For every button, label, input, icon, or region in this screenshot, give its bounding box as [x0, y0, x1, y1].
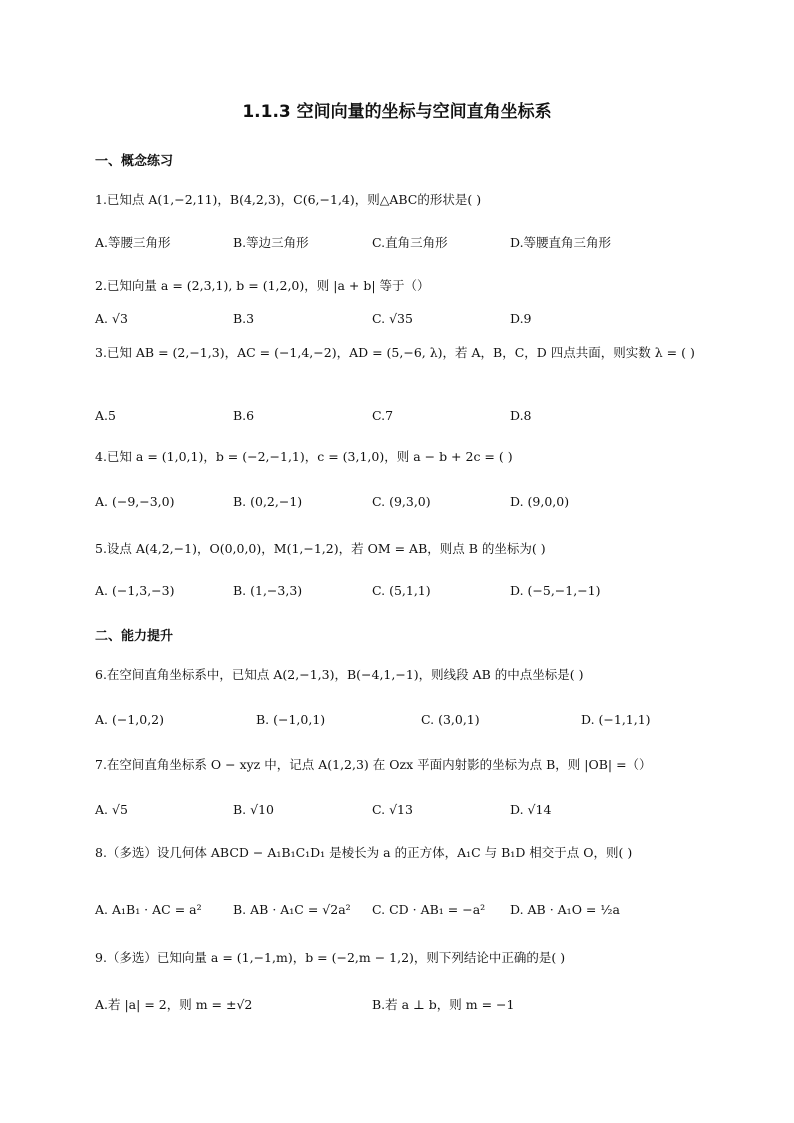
question-4-stem: 4.已知 a = (1,0,1)，b = (−2,−1,1)，c = (3,1,0)，则 a − b + 2c = ( )	[95, 449, 513, 464]
question-8-option-a: A. A₁B₁ · AC = a²	[95, 902, 202, 917]
question-8-options	[95, 900, 705, 920]
question-5-option-d: D. (−5,−1,−1)	[510, 583, 601, 598]
question-9-stem: 9.（多选）已知向量 a = (1,−1,m)，b = (−2,m − 1,2)，则下列结论中正确的是( )	[95, 950, 566, 965]
page-title: 1.1.3 空间向量的坐标与空间直角坐标系	[242, 102, 552, 122]
question-6-option-b: B. (−1,0,1)	[256, 712, 326, 727]
question-9-option-a: A.若 |a| = 2，则 m = ±√2	[95, 997, 253, 1012]
question-1-options	[95, 233, 705, 253]
question-2-option-c: C. √35	[372, 311, 413, 326]
question-5-option-c: C. (5,1,1)	[372, 583, 431, 598]
section-heading-concept-practice: 一、概念练习	[95, 154, 174, 169]
question-6-option-c: C. (3,0,1)	[421, 712, 480, 727]
question-6-stem: 6.在空间直角坐标系中，已知点 A(2,−1,3)，B(−4,1,−1)，则线段 AB 的中点坐标是( )	[95, 667, 584, 682]
question-3-options	[95, 406, 705, 426]
question-2-option-d: D.9	[510, 311, 532, 326]
question-3-stem: 3.已知 AB = (2,−1,3)，AC = (−1,4,−2)，AD = (5,−6, λ)，若 A，B，C，D 四点共面，则实数 λ = ( )	[95, 345, 695, 360]
question-1-option-b: B.等边三角形	[233, 235, 309, 250]
question-8-stem: 8.（多选）设几何体 ABCD − A₁B₁C₁D₁ 是棱长为 a 的正方体，A₁C 与 B₁D 相交于点 O，则( )	[95, 845, 633, 860]
question-5-options	[95, 581, 705, 601]
question-5-option-b: B. (1,−3,3)	[233, 583, 303, 598]
question-7-options	[95, 800, 705, 820]
question-6-option-d: D. (−1,1,1)	[581, 712, 651, 727]
question-9-option-b: B.若 a ⊥ b，则 m = −1	[372, 997, 515, 1012]
section-heading-ability-improvement: 二、能力提升	[95, 629, 174, 644]
question-4-option-d: D. (9,0,0)	[510, 494, 570, 509]
question-2-options	[95, 309, 705, 329]
question-4-option-c: C. (9,3,0)	[372, 494, 431, 509]
question-2-option-b: B.3	[233, 311, 255, 326]
question-8-option-d: D. AB · A₁O = ½a	[510, 902, 620, 917]
question-7-option-c: C. √13	[372, 802, 413, 817]
question-1-option-c: C.直角三角形	[372, 235, 448, 250]
question-3-option-b: B.6	[233, 408, 255, 423]
question-1-option-d: D.等腰直角三角形	[510, 235, 612, 250]
question-4-options	[95, 492, 705, 512]
question-7-option-b: B. √10	[233, 802, 275, 817]
question-4-option-b: B. (0,2,−1)	[233, 494, 303, 509]
question-3-option-a: A.5	[95, 408, 116, 423]
question-7-option-a: A. √5	[95, 802, 128, 817]
question-1-stem: 1.已知点 A(1,−2,11)，B(4,2,3)，C(6,−1,4)，则△ABC的形状是( )	[95, 192, 482, 207]
question-6-options	[95, 710, 705, 730]
question-4-option-a: A. (−9,−3,0)	[95, 494, 175, 509]
question-2-option-a: A. √3	[95, 311, 128, 326]
question-9-options	[95, 995, 705, 1015]
question-1-option-a: A.等腰三角形	[95, 235, 171, 250]
question-5-option-a: A. (−1,3,−3)	[95, 583, 175, 598]
question-2-stem: 2.已知向量 a = (2,3,1), b = (1,2,0)，则 |a + b| 等于（）	[95, 278, 430, 293]
question-6-option-a: A. (−1,0,2)	[95, 712, 165, 727]
question-3-option-c: C.7	[372, 408, 394, 423]
question-5-stem: 5.设点 A(4,2,−1)，O(0,0,0)，M(1,−1,2)，若 OM = AB，则点 B 的坐标为( )	[95, 541, 546, 556]
question-8-option-b: B. AB · A₁C = √2a²	[233, 902, 351, 917]
question-7-option-d: D. √14	[510, 802, 552, 817]
question-3-option-d: D.8	[510, 408, 532, 423]
question-7-stem: 7.在空间直角坐标系 O − xyz 中，记点 A(1,2,3) 在 Ozx 平面内射影的坐标为点 B，则 |OB| =（）	[95, 757, 652, 772]
question-8-option-c: C. CD · AB₁ = −a²	[372, 902, 486, 917]
